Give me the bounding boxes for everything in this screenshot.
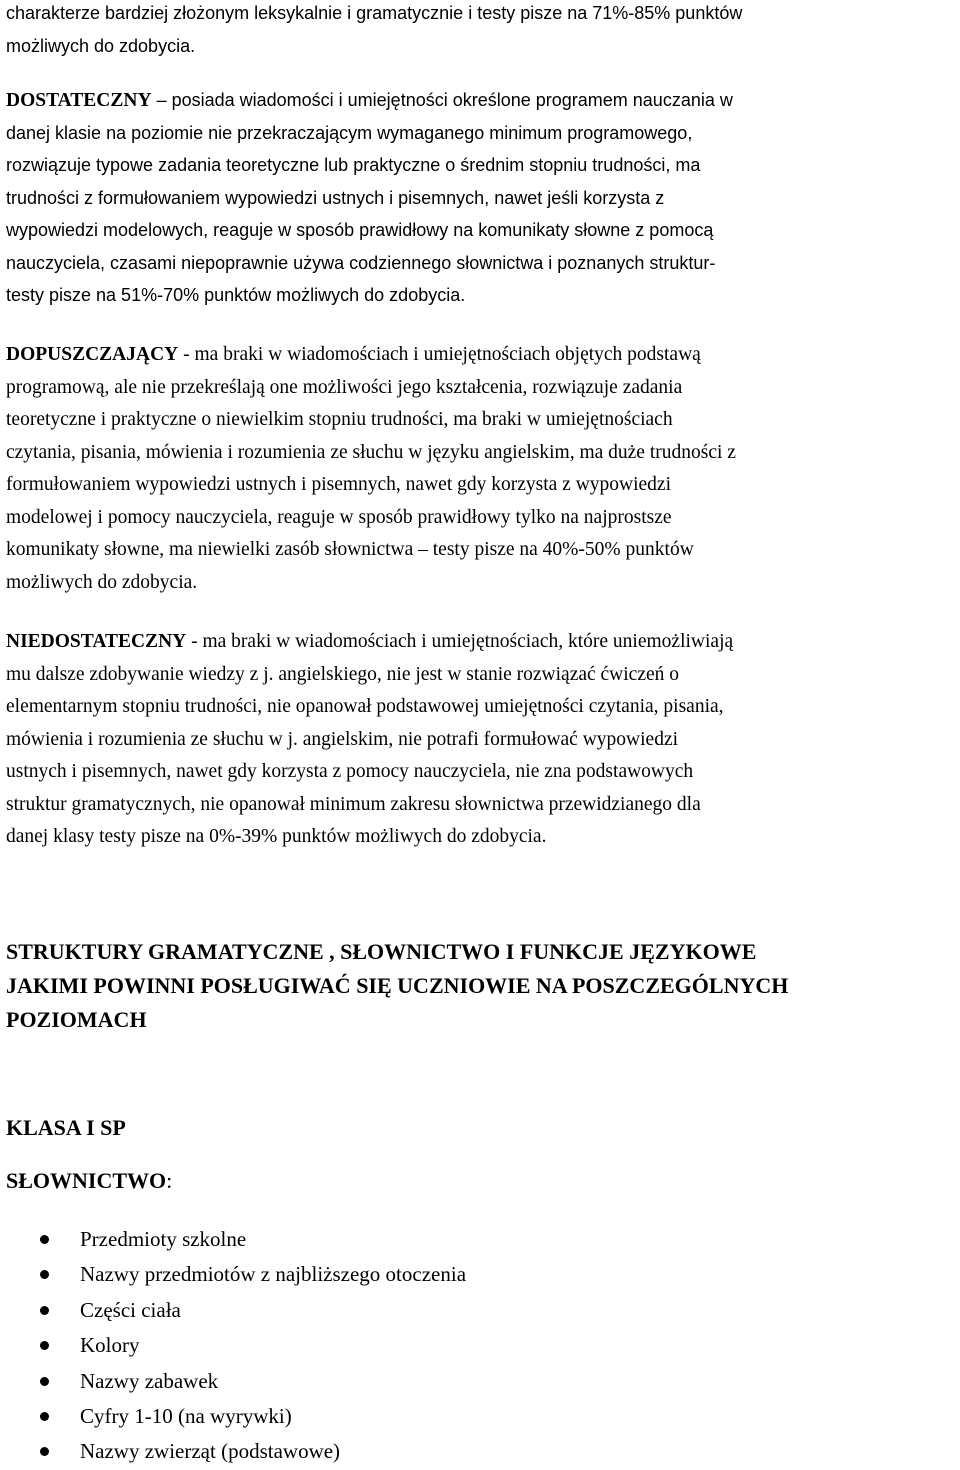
list-item [0, 1364, 466, 1399]
heading-line: JAKIMI POWINNI POSŁUGIWAĆ SIĘ UCZNIOWIE NA POSZCZEGÓLNYCH [6, 973, 789, 998]
bullet-icon [40, 1306, 49, 1315]
list-item-label: Nazwy zwierząt (podstawowe) [80, 1439, 341, 1464]
list-item [0, 1222, 466, 1257]
list-item-label: Nazwy przedmiotów z najbliższego otoczenia [80, 1262, 467, 1287]
text-line: wypowiedzi modelowych, reaguje w sposób prawidłowy na komunikaty słowne z pomocą [6, 220, 714, 240]
text-line: mu dalsze zdobywanie wiedzy z j. angielskiego, nie jest w stanie rozwiązać ćwiczeń o [6, 663, 680, 685]
text-line: - ma braki w wiadomościach i umiejętnościach, które uniemożliwiają [186, 631, 734, 652]
list-item [0, 1257, 466, 1292]
text-line: - ma braki w wiadomościach i umiejętnościach objętych podstawą [178, 344, 701, 365]
list-item [0, 1328, 466, 1363]
class-heading: KLASA I SP [6, 1115, 126, 1140]
text-line: testy pisze na 51%-70% punktów możliwych do zdobycia. [6, 285, 466, 305]
list-item-label: Cyfry 1-10 (na wyrywki) [80, 1403, 292, 1428]
text-line: możliwych do zdobycia. [6, 35, 196, 56]
grade-dopuszczajacy-paragraph [6, 339, 956, 599]
bullet-icon [40, 1447, 49, 1456]
text-line: – posiada wiadomości i umiejętności określone programem nauczania w [151, 90, 733, 110]
text-line: danej klasy testy pisze na 0%-39% punktów możliwych do zdobycia. [6, 826, 547, 847]
text-line: czytania, pisania, mówienia i rozumienia ze słuchu w języku angielskim, ma duże trudności z [6, 441, 736, 463]
text-line: nauczyciela, czasami niepoprawnie używa codziennego słownictwa i poznanych struktur- [6, 252, 716, 273]
text-line: trudności z formułowaniem wypowiedzi ustnych i pisemnych, nawet jeśli korzysta z [6, 187, 665, 208]
section-heading [6, 935, 788, 1037]
list-item-label: Kolory [80, 1333, 140, 1358]
text-line: rozwiązuje typowe zadania teoretyczne lub praktyczne o średnim stopniu trudności, ma [6, 155, 701, 175]
grade-term-dopuszczajacy: DOPUSZCZAJĄCY [6, 344, 179, 365]
text-line: struktur gramatycznych, nie opanował minimum zakresu słownictwa przewidzianego dla [6, 793, 701, 815]
list-item-label: Przedmioty szkolne [80, 1227, 247, 1251]
list-item-label: Części ciała [80, 1297, 181, 1322]
text-line: charakterze bardziej złożonym leksykalnie i gramatycznie i testy pisze na 71%-85% punktów [6, 3, 743, 23]
text-line: ustnych i pisemnych, nawet gdy korzysta z pomocy nauczyciela, nie zna podstawowych [6, 761, 694, 782]
list-item [0, 1434, 466, 1469]
vocab-heading [6, 1164, 172, 1198]
text-line: modelowej i pomocy nauczyciela, reaguje w sposób prawidłowy tylko na najprostsze [6, 506, 672, 528]
bullet-icon [40, 1270, 49, 1279]
list-item-label: Nazwy zabawek [80, 1368, 219, 1393]
heading-line: STRUKTURY GRAMATYCZNE , SŁOWNICTWO I FUNKCJE JĘZYKOWE [6, 939, 757, 964]
vocab-heading-colon: : [166, 1168, 173, 1193]
heading-line: POZIOMACH [6, 1007, 147, 1032]
text-line: programową, ale nie przekreślają one możliwości jego kształcenia, rozwiązuje zadania [6, 376, 683, 398]
grade-niedostateczny-paragraph [6, 626, 956, 854]
text-line: komunikaty słowne, ma niewielki zasób słownictwa – testy pisze na 40%-50% punktów [6, 539, 694, 560]
grade-term-niedostateczny: NIEDOSTATECZNY [6, 631, 187, 652]
grade-dostateczny-paragraph [6, 84, 956, 312]
bullet-icon [40, 1341, 49, 1350]
list-item [0, 1293, 466, 1328]
text-line: elementarnym stopniu trudności, nie opanował podstawowej umiejętności czytania, pisania, [6, 696, 724, 717]
grade-term-dostateczny: DOSTATECZNY [6, 90, 152, 111]
vocab-heading-label: SŁOWNICTWO [6, 1168, 167, 1193]
bullet-icon [40, 1377, 49, 1386]
vocab-list [0, 1222, 466, 1470]
text-line: teoretyczne i praktyczne o niewielkim stopniu trudności, ma braki w umiejętnościach [6, 409, 673, 430]
text-line: danej klasie na poziomie nie przekraczającym wymaganego minimum programowego, [6, 122, 693, 143]
text-line: mówienia i rozumienia ze słuchu w j. angielskim, nie potrafi formułować wypowiedzi [6, 728, 679, 750]
bullet-icon [40, 1235, 49, 1244]
list-item [0, 1399, 466, 1434]
text-line: formułowaniem wypowiedzi ustnych i pisemnych, nawet gdy korzysta z wypowiedzi [6, 474, 672, 495]
bullet-icon [40, 1412, 49, 1421]
intro-paragraph [6, 0, 956, 62]
text-line: możliwych do zdobycia. [6, 571, 198, 593]
